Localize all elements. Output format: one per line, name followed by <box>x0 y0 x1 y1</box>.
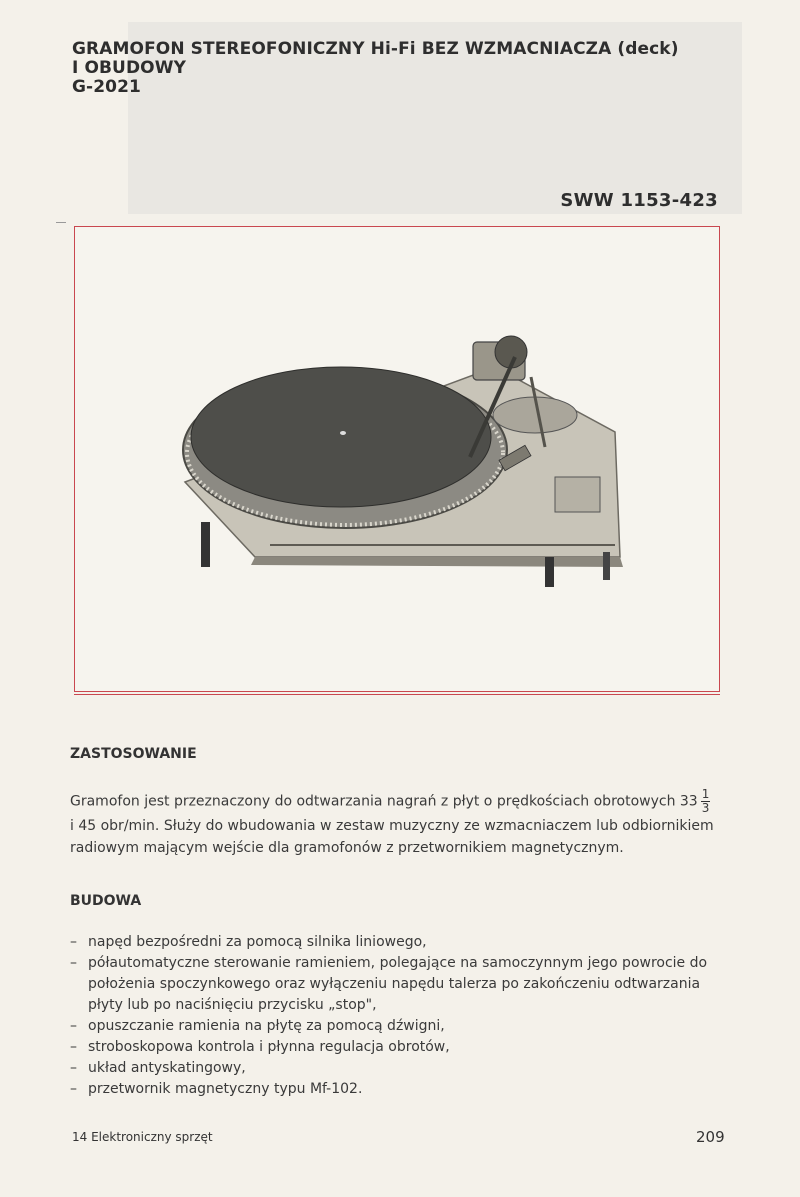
margin-mark <box>56 222 66 223</box>
list-item: – układ antyskatingowy, <box>70 1060 246 1076</box>
title-line-1: GRAMOFON STEREOFONICZNY Hi-Fi BEZ WZMACNIACZA (deck) <box>72 39 679 59</box>
application-line-1: Gramofon jest przeznaczony do odtwarzania nagrań z płyt o prędkościach obrotowych 33 $\frac{1}{3}$ <box>70 787 710 815</box>
page-number: 209 <box>696 1128 725 1146</box>
section-heading-construction: BUDOWA <box>70 893 142 909</box>
platter-mat <box>191 367 491 507</box>
list-item: – opuszczanie ramienia na płytę za pomocą dźwigni, <box>70 1018 445 1034</box>
base-front-edge <box>251 557 623 567</box>
footer-source: 14 Elektroniczny sprzęt <box>72 1130 213 1144</box>
section-heading-application: ZASTOSOWANIE <box>70 746 197 762</box>
application-line-3: radiowym mającym wejście dla gramofonów z przetwornikiem magnetycznym. <box>70 840 624 856</box>
application-paragraph <box>70 788 722 859</box>
model-number: G-2021 <box>72 77 141 97</box>
construction-list <box>70 932 730 1100</box>
spindle <box>340 431 346 435</box>
list-item: – przetwornik magnetyczny typu Mf-102. <box>70 1081 363 1097</box>
title-line-2: I OBUDOWY <box>72 58 186 78</box>
speed-fraction: $\frac{1}{3}$ <box>701 787 710 815</box>
turntable-photo <box>175 327 705 587</box>
leg-left <box>201 522 210 567</box>
list-item: – stroboskopowa kontrola i płynna regulacja obrotów, <box>70 1039 450 1055</box>
leg-back <box>603 552 610 580</box>
catalog-code: SWW 1153-423 <box>560 190 718 211</box>
page-title <box>72 40 712 97</box>
list-item: – półautomatyczne sterowanie ramieniem, polegające na samoczynnym jego powrocie do położenia spoczynkowego oraz wyłączeniu napędu talerza po zakończeniu odtwarzania płyty lub po naciśnięciu przycisku „stop", <box>70 955 708 1013</box>
leg-right <box>545 557 554 587</box>
application-line-2: i 45 obr/min. Służy do wbudowania w zestaw muzyczny ze wzmacniaczem lub odbiornikiem <box>70 818 714 834</box>
control-block <box>555 477 600 512</box>
photo-frame <box>74 226 720 692</box>
list-item: – napęd bezpośredni za pomocą silnika liniowego, <box>70 934 427 950</box>
